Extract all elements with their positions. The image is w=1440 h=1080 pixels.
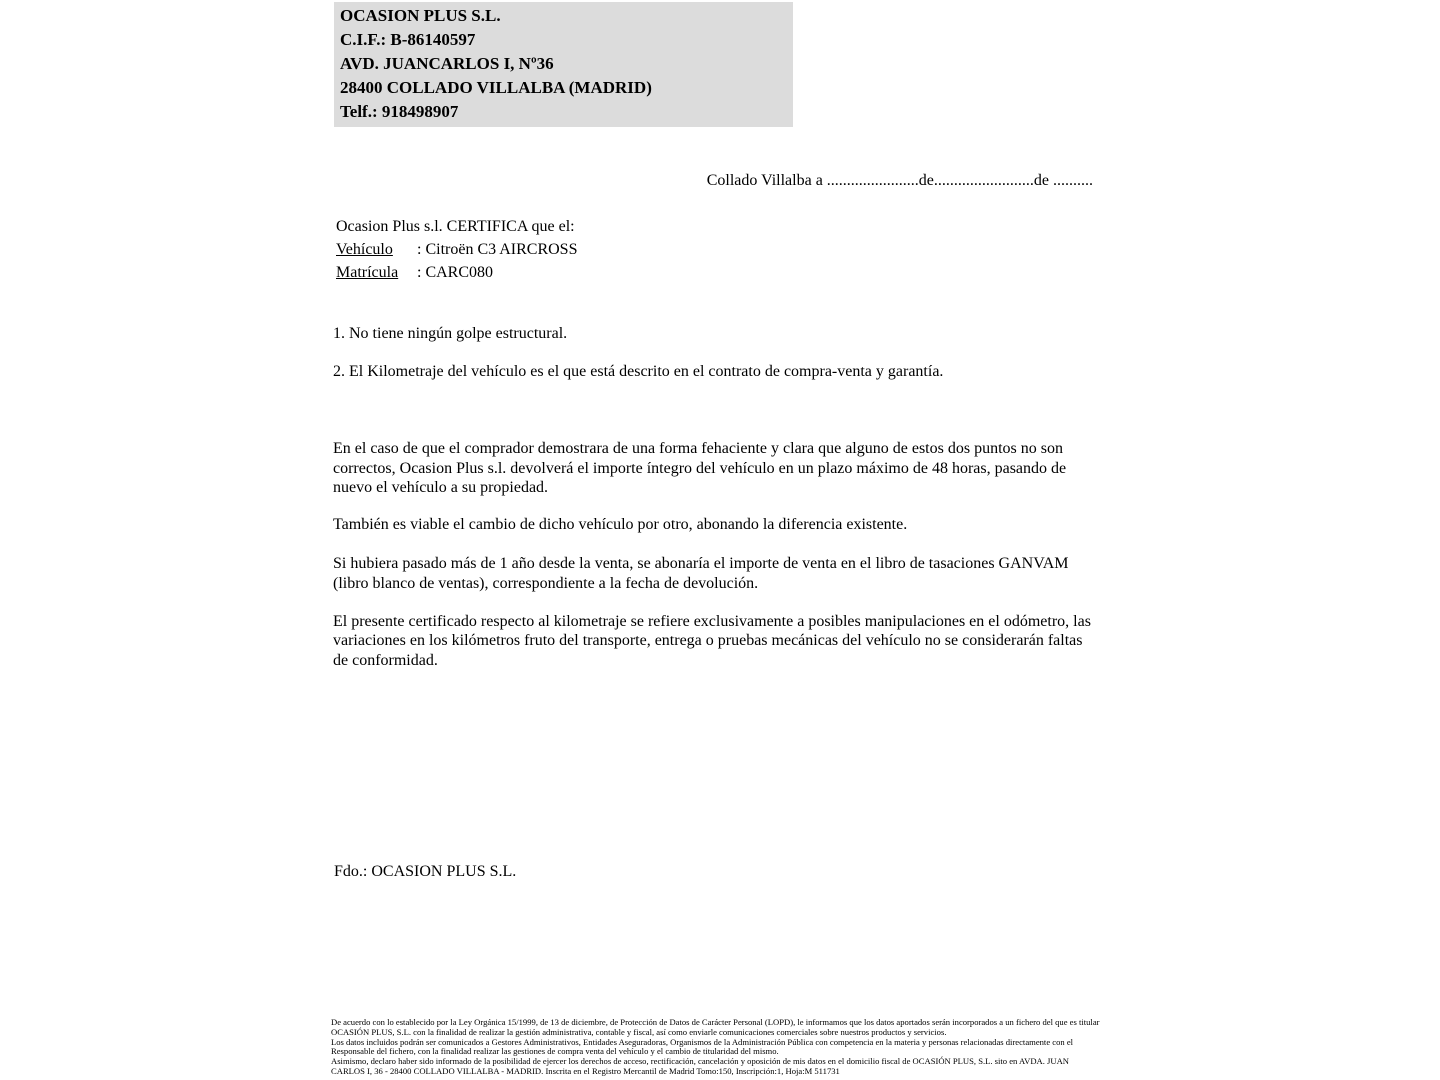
vehicle-label-wrap <box>336 238 417 261</box>
exchange-paragraph: También es viable el cambio de dicho vehículo por otro, abonando la diferencia existente. <box>333 516 908 533</box>
certification-block <box>336 215 577 284</box>
plate-label: Matrícula <box>336 264 399 281</box>
legal-footer-paragraph-1: De acuerdo con lo establecido por la Ley Orgánica 15/1999, de 13 de diciembre, de Protección de Datos de Carácter Personal (LOPD), le informamos que los datos aportados serán incorporados a un fichero del que es titular OCASIÓN PLUS, S.L. con la finalidad de realizar la gestión administrativa, contable y fiscal, así como enviarle comunicaciones comerciales sobre nuestros productos y servicios. <box>331 1017 1100 1037</box>
company-name: OCASION PLUS S.L. <box>340 6 501 25</box>
company-cif: C.I.F.: B-86140597 <box>340 30 476 49</box>
certify-intro: Ocasion Plus s.l. CERTIFICA que el: <box>336 218 575 235</box>
vehicle-value: : Citroën C3 AIRCROSS <box>417 241 578 258</box>
signature-line: Fdo.: OCASION PLUS S.L. <box>334 863 517 880</box>
company-city: 28400 COLLADO VILLALBA (MADRID) <box>340 78 652 97</box>
plate-line <box>336 261 577 284</box>
vehicle-line <box>336 238 577 261</box>
legal-footer-paragraph-3: Asimismo, declaro haber sido informado de la posibilidad de ejercer los derechos de acceso, rectificación, cancelación y oposición de mis datos en el domicilio fiscal de OCASIÓN PLUS, S.L. sito en AVDA. JUAN CARLOS I, 36 - 28400 COLLADO VILLALBA - MADRID. Inscrita en el Registro Mercantil de Madrid Tomo:150, Inscripción:1, Hoja:M 511731 <box>331 1056 1070 1076</box>
legal-footer-paragraph-2: Los datos incluidos podrán ser comunicados a Gestores Administrativos, Entidades Aseguradoras, Organismos de la Administración Pública con competencia en la materia y personas relacionadas directamente con el Responsable del fichero, con la finalidad realizar las gestiones de compra venta del vehículo y el cambio de titularidad del mismo. <box>331 1036 1074 1057</box>
plate-label-wrap <box>336 261 417 284</box>
company-header-box <box>334 2 793 127</box>
ganvam-paragraph: Si hubiera pasado más de 1 año desde la venta, se abonaría el importe de venta en el libro de tasaciones GANVAM (libro blanco de ventas), correspondiente a la fecha de devolución. <box>333 555 1069 592</box>
certificate-body <box>333 324 1095 670</box>
odometer-paragraph: El presente certificado respecto al kilometraje se refiere exclusivamente a posibles manipulaciones en el odómetro, las variaciones en los kilómetros fruto del transporte, entrega o pruebas mecánicas del vehículo no se considerarán faltas de conformidad. <box>333 612 1091 669</box>
condition-point-1: 1. No tiene ningún golpe estructural. <box>333 325 568 342</box>
vehicle-label: Vehículo <box>336 241 393 258</box>
company-phone: Telf.: 918498907 <box>340 102 459 121</box>
legal-footer <box>331 1018 1103 1077</box>
company-address: AVD. JUANCARLOS I, Nº36 <box>340 54 554 73</box>
condition-point-2: 2. El Kilometraje del vehículo es el que está descrito en el contrato de compra-venta y garantía. <box>333 363 944 380</box>
date-line: Collado Villalba a .......................de.........................de .......... <box>706 172 1093 189</box>
refund-paragraph: En el caso de que el comprador demostrara de una forma fehaciente y clara que alguno de estos dos puntos no son correctos, Ocasion Plus s.l. devolverá el importe íntegro del vehículo en un plazo máximo de 48 horas, pasando de nuevo el vehículo a su propiedad. <box>333 440 1067 496</box>
plate-value: : CARC080 <box>417 264 494 281</box>
